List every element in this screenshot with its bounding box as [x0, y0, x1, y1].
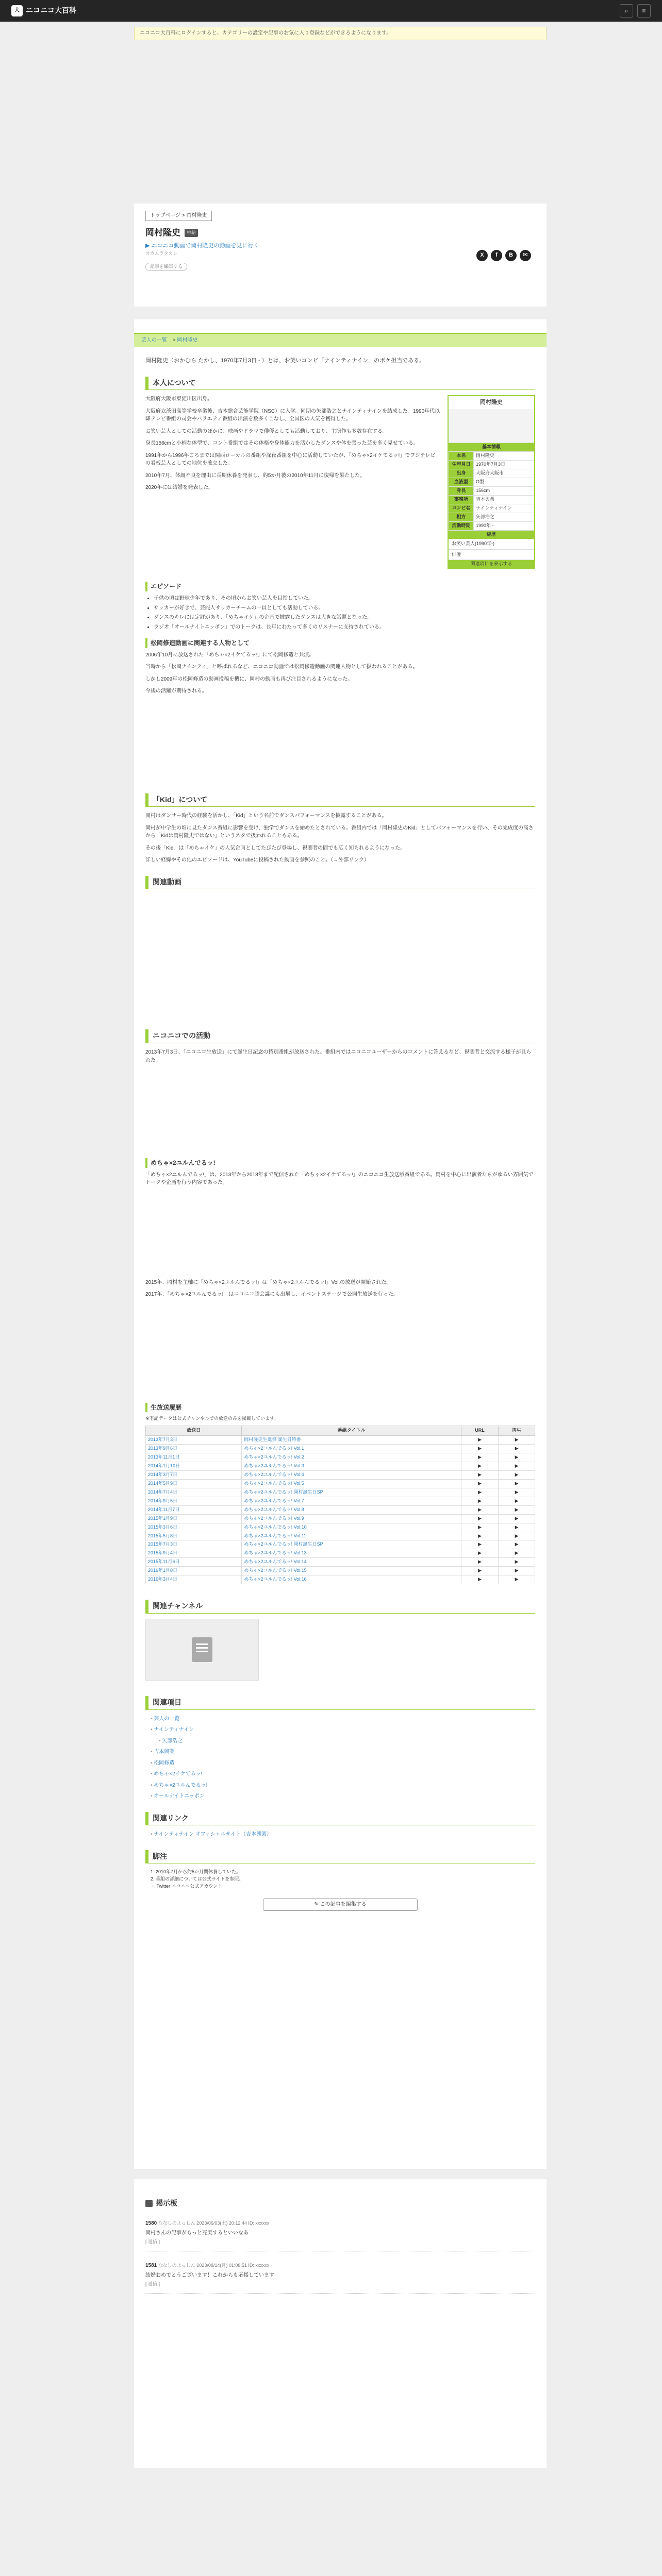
ad-spacer: [145, 700, 535, 782]
url-icon[interactable]: ▶: [461, 1514, 498, 1523]
hatena-share-icon[interactable]: B: [505, 250, 517, 261]
table-row: [146, 1479, 535, 1488]
bbs-post: [145, 2262, 535, 2294]
post-number: 1580: [145, 2220, 157, 2226]
paragraph: 大阪府大阪市東淀川区出身。: [145, 396, 212, 402]
paragraph: 2015年、岡村を主軸に「めちゃ×2ユルんでるッ!」は「めちゃ×2ユルんでるッ!」Vol.の放送が開始された。: [145, 1279, 392, 1285]
url-icon[interactable]: ▶: [461, 1436, 498, 1445]
reply-link[interactable]: [ 返信 ]: [145, 2239, 160, 2244]
play-icon[interactable]: ▶: [499, 1488, 535, 1497]
infobox-row: 活動時期 1990年 -: [449, 521, 534, 530]
watch-videos-link[interactable]: ▶ ニコニコ動画で岡村隆史の動画を見に行く: [145, 242, 259, 249]
column-header: 再生: [499, 1426, 535, 1436]
play-icon[interactable]: ▶: [499, 1540, 535, 1549]
section-heading-about: 本人について: [145, 377, 535, 391]
play-icon[interactable]: ▶: [499, 1453, 535, 1462]
broadcast-date: 2015年7月3日: [146, 1540, 242, 1549]
paragraph: 大阪府立茨田高等学校卒業後、吉本総合芸能学院（NSC）に入学。同期の矢部浩之とナインティナインを結成した。1990年代以降テレビ番組の司会やバラエティ番組の出演を数多くこなし、全国区の人気を獲得した。: [145, 408, 440, 422]
infobox-image: [449, 409, 534, 443]
infobox-list-item: お笑い芸人(1990年-): [449, 539, 534, 550]
section-heading-related-videos: 関連動画: [145, 876, 535, 890]
breadcrumb[interactable]: トップページ > 岡村隆史: [145, 211, 212, 221]
url-icon[interactable]: ▶: [461, 1540, 498, 1549]
url-icon[interactable]: ▶: [461, 1549, 498, 1558]
infobox-row: 身長 156cm: [449, 486, 534, 495]
table-row: [146, 1558, 535, 1567]
related-link[interactable]: • ナインティナイン オフィシャルサイト（吉本興業）: [151, 1831, 535, 1839]
play-icon[interactable]: ▶: [499, 1567, 535, 1575]
infobox-more-button[interactable]: 関連項目を表示する: [449, 560, 534, 568]
infobox-row: コンビ名 ナインティナイン: [449, 504, 534, 513]
broadcast-title[interactable]: めちゃ×2ユルんでるッ! Vol.2: [242, 1453, 461, 1462]
play-icon[interactable]: ▶: [499, 1470, 535, 1479]
top-navigation-bar: [0, 0, 662, 22]
paragraph: 岡村はダンサー時代の経験を活かし、「Kid」という名前でダンスパフォーマンスを披露することがある。: [145, 813, 387, 819]
menu-icon[interactable]: ≡: [637, 4, 651, 18]
related-links-list: [151, 1831, 535, 1839]
play-icon[interactable]: ▶: [499, 1479, 535, 1488]
table-row: [146, 1575, 535, 1584]
broadcast-date: 2013年11月1日: [146, 1453, 242, 1462]
broadcast-title[interactable]: めちゃ×2ユルんでるッ! Vol.15: [242, 1567, 461, 1575]
broadcast-title[interactable]: めちゃ×2ユルんでるッ! Vol.16: [242, 1575, 461, 1584]
broadcast-title[interactable]: 岡村隆史生誕祭 誕生日特番: [242, 1436, 461, 1445]
table-row: [146, 1523, 535, 1532]
bbs-post: [145, 2219, 535, 2251]
column-header: URL: [461, 1426, 498, 1436]
broadcast-title[interactable]: めちゃ×2ユルんでるッ! Vol.3: [242, 1462, 461, 1471]
paragraph: 1991年から1996年ごろまでは関西ローカルの番組や深夜番組を中心に活動していたが、「めちゃ×2イケてるッ!」でフジテレビの看板芸人としての地位を確立した。: [145, 452, 436, 467]
broadcast-title[interactable]: めちゃ×2ユルんでるッ! Vol.14: [242, 1558, 461, 1567]
related-items-list: [151, 1715, 535, 1801]
broadcast-date: 2015年11月6日: [146, 1558, 242, 1567]
url-icon[interactable]: ▶: [461, 1558, 498, 1567]
list-item: • 子供の頃は野球少年であり、その頃からお笑い芸人を目指していた。: [154, 595, 535, 603]
related-item[interactable]: • 吉本興業: [151, 1748, 535, 1756]
paragraph: しかし2009年の松岡修造の動画投稿を機に、岡村の動画も再び注目されるようになった。: [145, 676, 353, 682]
share-buttons: [476, 250, 531, 261]
post-number: 1581: [145, 2262, 157, 2268]
infobox-row: 事務所 吉本興業: [449, 495, 534, 504]
post-date: 2023/06/03(土) 20:12:44 ID: xxxxxx: [196, 2220, 270, 2226]
table-row: [146, 1470, 535, 1479]
paragraph: その後「Kid」は「めちゃイケ」の人気企画としてたびたび登場し、視聴者の間でも広く知られるようになった。: [145, 845, 406, 851]
section-heading-footnotes: 脚注: [145, 1850, 535, 1864]
footnote: 1. 2010年7月から約5か月間休養していた。: [151, 1869, 241, 1875]
play-icon[interactable]: ▶: [499, 1436, 535, 1445]
article-lead: 岡村隆史（おかむら たかし、1970年7月3日 - ）とは、お笑いコンビ「ナインティナイン」のボケ担当である。: [145, 357, 425, 364]
table-row: [146, 1532, 535, 1540]
article-header-panel: [134, 204, 547, 307]
infobox-section-head: 基本情報: [449, 443, 534, 451]
bbs-title: 掲示板: [156, 2199, 177, 2207]
word-badge: 単語: [185, 229, 198, 237]
section-heading-channel: 関連チャンネル: [145, 1600, 535, 1614]
play-icon[interactable]: ▶: [499, 1505, 535, 1514]
broadcast-date: 2014年1月10日: [146, 1462, 242, 1471]
reply-link[interactable]: [ 返信 ]: [145, 2281, 160, 2286]
paragraph: 詳しい経緯やその他のエピソードは、YouTubeに投稿された動画を参照のこと。（→外部リンク）: [145, 857, 370, 863]
broadcast-title[interactable]: めちゃ×2ユルんでるッ! Vol.1: [242, 1445, 461, 1453]
section-heading-niconico: ニコニコでの活動: [145, 1029, 535, 1043]
table-row: [146, 1505, 535, 1514]
post-header: [145, 2219, 535, 2228]
url-icon[interactable]: ▶: [461, 1470, 498, 1479]
title-reading: オカムラタカシ: [145, 250, 178, 256]
url-icon[interactable]: ▶: [461, 1445, 498, 1453]
play-icon[interactable]: ▶: [499, 1532, 535, 1540]
post-date: 2023/08/14(月) 01:08:51 ID: xxxxxx: [196, 2262, 270, 2268]
section-heading-related: 関連項目: [145, 1696, 535, 1710]
table-row: [146, 1488, 535, 1497]
episode-list: [154, 595, 535, 631]
section-heading-matsuoka: 松岡修造動画に関連する人物として: [145, 638, 535, 648]
infobox-row: 血液型 O型: [449, 478, 534, 487]
footnote: ・ Twitter ニコニコ公式アカウント: [151, 1884, 223, 1889]
ad-area: [134, 44, 547, 194]
list-item: • サッカーが好きで、芸能人サッカーチームの一員としても活動している。: [154, 604, 535, 613]
mail-share-icon[interactable]: ✉: [520, 250, 531, 261]
infobox-row: 本名 岡村隆史: [449, 452, 534, 461]
related-item[interactable]: • 矢部浩之: [159, 1737, 535, 1745]
paragraph: 2006年10月に放送された「めちゃ×2イケてるッ!」にて松岡修造と共演。: [145, 652, 315, 658]
list-item: • ラジオ「オールナイトニッポン」でのトークは、長年にわたって多くのリスナーに支持されている。: [154, 623, 535, 632]
related-item[interactable]: • 芸人の一覧: [151, 1715, 535, 1723]
broadcast-date: 2015年9月4日: [146, 1549, 242, 1558]
related-item[interactable]: • オールナイトニッポン: [151, 1792, 535, 1801]
section-heading-kid: 「Kid」について: [145, 793, 535, 807]
channel-thumbnail[interactable]: [145, 1619, 259, 1681]
facebook-share-icon[interactable]: f: [491, 250, 502, 261]
footnote: 2. 番組の詳細については公式サイトを参照。: [151, 1876, 244, 1882]
article-title-row: [145, 226, 535, 240]
url-icon[interactable]: ▶: [461, 1488, 498, 1497]
broadcast-title[interactable]: めちゃ×2ユルんでるッ! 岡村誕生日SP: [242, 1540, 461, 1549]
section-heading-yurunderu: めちゃ×2ユルんでるッ!: [145, 1158, 535, 1168]
play-icon[interactable]: ▶: [499, 1445, 535, 1453]
table-row: [146, 1462, 535, 1471]
broadcast-date: 2016年3月4日: [146, 1575, 242, 1584]
url-icon[interactable]: ▶: [461, 1575, 498, 1584]
paragraph: 身長156cmと小柄な体型で、コント番組ではその体格や身体能力を活かしたダンスや体を張った芸を多く見せている。: [145, 440, 419, 447]
ad-spacer: [145, 1191, 535, 1279]
broadcast-date: 2015年5月8日: [146, 1532, 242, 1540]
logo-mark-icon: 大: [11, 5, 23, 16]
page-title: 岡村隆史: [145, 227, 180, 238]
related-item[interactable]: • めちゃ×2ユルんでるッ!: [151, 1782, 535, 1790]
paragraph: お笑い芸人としての活動のほかに、映画やドラマで俳優としても活動しており、主演作も多数存在する。: [145, 428, 388, 434]
column-header: 番組タイトル: [242, 1426, 461, 1436]
edit-article-label: この記事を編集する: [320, 1902, 367, 1908]
broadcast-title[interactable]: めちゃ×2ユルんでるッ! Vol.5: [242, 1479, 461, 1488]
table-row: [146, 1567, 535, 1575]
broadcast-date: 2014年7月4日: [146, 1488, 242, 1497]
infobox-row: 生年月日 1970年7月3日: [449, 461, 534, 469]
infobox: [448, 395, 535, 569]
watch-videos-label: ニコニコ動画で岡村隆史の動画を見に行く: [151, 242, 259, 249]
table-row: [146, 1436, 535, 1445]
url-icon[interactable]: ▶: [461, 1567, 498, 1575]
history-note: ※下記データは公式チャンネルでの放送のみを掲載しています。: [145, 1416, 279, 1421]
table-row: [146, 1514, 535, 1523]
play-icon[interactable]: ▶: [499, 1523, 535, 1532]
section-heading-episodes: エピソード: [145, 582, 535, 591]
broadcast-title[interactable]: めちゃ×2ユルんでるッ! Vol.8: [242, 1505, 461, 1514]
url-icon[interactable]: ▶: [461, 1453, 498, 1462]
broadcast-title[interactable]: めちゃ×2ユルんでるッ! Vol.9: [242, 1514, 461, 1523]
infobox-table: [449, 451, 534, 530]
column-header: 放送日: [146, 1426, 242, 1436]
broadcast-date: 2015年1月9日: [146, 1514, 242, 1523]
ad-spacer: [145, 1069, 535, 1151]
table-row: [146, 1453, 535, 1462]
post-author: ななしのよっしん: [158, 2220, 195, 2226]
list-item: • ダンスのキレには定評があり、「めちゃイケ」の企画で披露したダンスは大きな話題となった。: [154, 614, 535, 622]
login-notice: ニコニコ大百科にログインすると、カテゴリーの設定や記事のお気に入り登録などができるようになります。: [134, 27, 547, 40]
play-icon[interactable]: ▶: [499, 1514, 535, 1523]
table-row: [146, 1445, 535, 1453]
paragraph: 岡村が中学生の頃に見たダンス番組に影響を受け、独学でダンスを始めたとされている。番組内では「岡村隆史のKid」としてパフォーマンスを行い、その完成度の高さから「Kidは岡村隆史ではない」というネタで扱われることもある。: [145, 825, 534, 839]
play-icon[interactable]: ▶: [499, 1462, 535, 1471]
section-heading-links: 関連リンク: [145, 1812, 535, 1826]
edit-article-tag[interactable]: 記事を編集する: [145, 263, 187, 271]
url-icon[interactable]: ▶: [461, 1523, 498, 1532]
infobox-title: 岡村隆史: [449, 396, 534, 409]
url-icon[interactable]: ▶: [461, 1497, 498, 1505]
broadcast-date: 2014年5月9日: [146, 1479, 242, 1488]
paragraph: 2013年7月3日、「ニコニコ生放送」にて誕生日記念の特別番組が放送された。番組内ではニコニコユーザーからのコメントに答えるなど、視聴者と交流する様子が見られた。: [145, 1049, 532, 1063]
paragraph: 2017年、「めちゃ×2ユルんでるッ!」はニコニコ超会議にも出展し、イベントステージで公開生放送を行った。: [145, 1292, 399, 1298]
article-body-panel: [134, 319, 547, 2169]
broadcast-title[interactable]: めちゃ×2ユルんでるッ! Vol.10: [242, 1523, 461, 1532]
article-path-bar: 芸人の一覧 > 岡村隆史: [134, 333, 547, 347]
related-item[interactable]: • 松岡修造: [151, 1759, 535, 1768]
path-link-comedian-list[interactable]: 芸人の一覧: [141, 337, 167, 343]
broadcast-date: 2014年9月5日: [146, 1497, 242, 1505]
site-name: ニコニコ大百科: [26, 6, 76, 15]
broadcast-title[interactable]: めちゃ×2ユルんでるッ! Vol.7: [242, 1497, 461, 1505]
table-row: [146, 1497, 535, 1505]
broadcast-date: 2013年7月3日: [146, 1436, 242, 1445]
post-author: ななしのよっしん: [158, 2262, 195, 2268]
document-icon: [192, 1637, 212, 1662]
x-share-icon[interactable]: X: [476, 250, 488, 261]
infobox-row: 出身 大阪府大阪市: [449, 469, 534, 478]
divider: [145, 2293, 535, 2294]
post-header: [145, 2262, 535, 2270]
post-body: 結婚おめでとうございます！これからも応援しています: [145, 2273, 274, 2279]
broadcast-title[interactable]: めちゃ×2ユルんでるッ! Vol.11: [242, 1532, 461, 1540]
paragraph: 2020年には結婚を発表した。: [145, 485, 214, 491]
paragraph: 2010年7月、体調不良を理由に長期休養を発表し、約5か月後の2010年11月に復帰を果たした。: [145, 472, 365, 479]
broadcast-title[interactable]: めちゃ×2ユルんでるッ! Vol.13: [242, 1549, 461, 1558]
search-icon[interactable]: ⌕: [620, 4, 633, 18]
bbs-panel: [134, 2179, 547, 2468]
url-icon[interactable]: ▶: [461, 1505, 498, 1514]
edit-article-button[interactable]: ✎ この記事を編集する: [263, 1899, 418, 1911]
broadcast-date: 2016年1月8日: [146, 1567, 242, 1575]
broadcast-title[interactable]: めちゃ×2ユルんでるッ! Vol.4: [242, 1470, 461, 1479]
broadcast-date: 2014年3月7日: [146, 1470, 242, 1479]
related-item[interactable]: • めちゃ×2イケてるッ!: [151, 1770, 535, 1778]
related-videos-area: [145, 894, 535, 1018]
infobox-sub-head: 経歴: [449, 531, 534, 539]
table-row: [146, 1540, 535, 1549]
play-icon[interactable]: ▶: [499, 1549, 535, 1558]
play-icon[interactable]: ▶: [499, 1575, 535, 1584]
path-link-article[interactable]: 岡村隆史: [177, 337, 198, 343]
paragraph: 「めちゃ×2ユルんでるッ!」は、2013年から2018年まで配信された「めちゃ×2イケてるッ!」のニコニコ生放送版番組である。岡村を中心に出演者たちがゆるい雰囲気でトークや企画を行う内容であった。: [145, 1172, 534, 1186]
url-icon[interactable]: ▶: [461, 1462, 498, 1471]
url-icon[interactable]: ▶: [461, 1532, 498, 1540]
infobox-list-item: 俳優: [449, 550, 534, 561]
infobox-row: 相方 矢部浩之: [449, 513, 534, 521]
related-item[interactable]: • ナインティナイン: [151, 1726, 535, 1734]
play-icon[interactable]: ▶: [499, 1497, 535, 1505]
site-logo[interactable]: [11, 5, 76, 16]
ad-spacer: [145, 1303, 535, 1396]
play-icon[interactable]: ▶: [499, 1558, 535, 1567]
table-row: [146, 1549, 535, 1558]
broadcast-date: 2014年11月7日: [146, 1505, 242, 1514]
broadcast-date: 2015年3月6日: [146, 1523, 242, 1532]
broadcast-title[interactable]: めちゃ×2ユルんでるッ! 岡村誕生日SP: [242, 1488, 461, 1497]
bbs-heading: [145, 2198, 535, 2209]
broadcast-date: 2013年9月6日: [146, 1445, 242, 1453]
paragraph: 当時から「松岡ナインティ」と呼ばれるなど、ニコニコ動画では松岡修造動画の関連人物として扱われることがある。: [145, 664, 418, 670]
broadcast-history-table: [145, 1426, 535, 1584]
url-icon[interactable]: ▶: [461, 1479, 498, 1488]
section-heading-history: 生放送履歴: [145, 1403, 535, 1413]
post-body: 岡村さんの記事がもっと充実するといいなあ: [145, 2230, 249, 2236]
paragraph: 今後の活躍が期待される。: [145, 688, 207, 694]
